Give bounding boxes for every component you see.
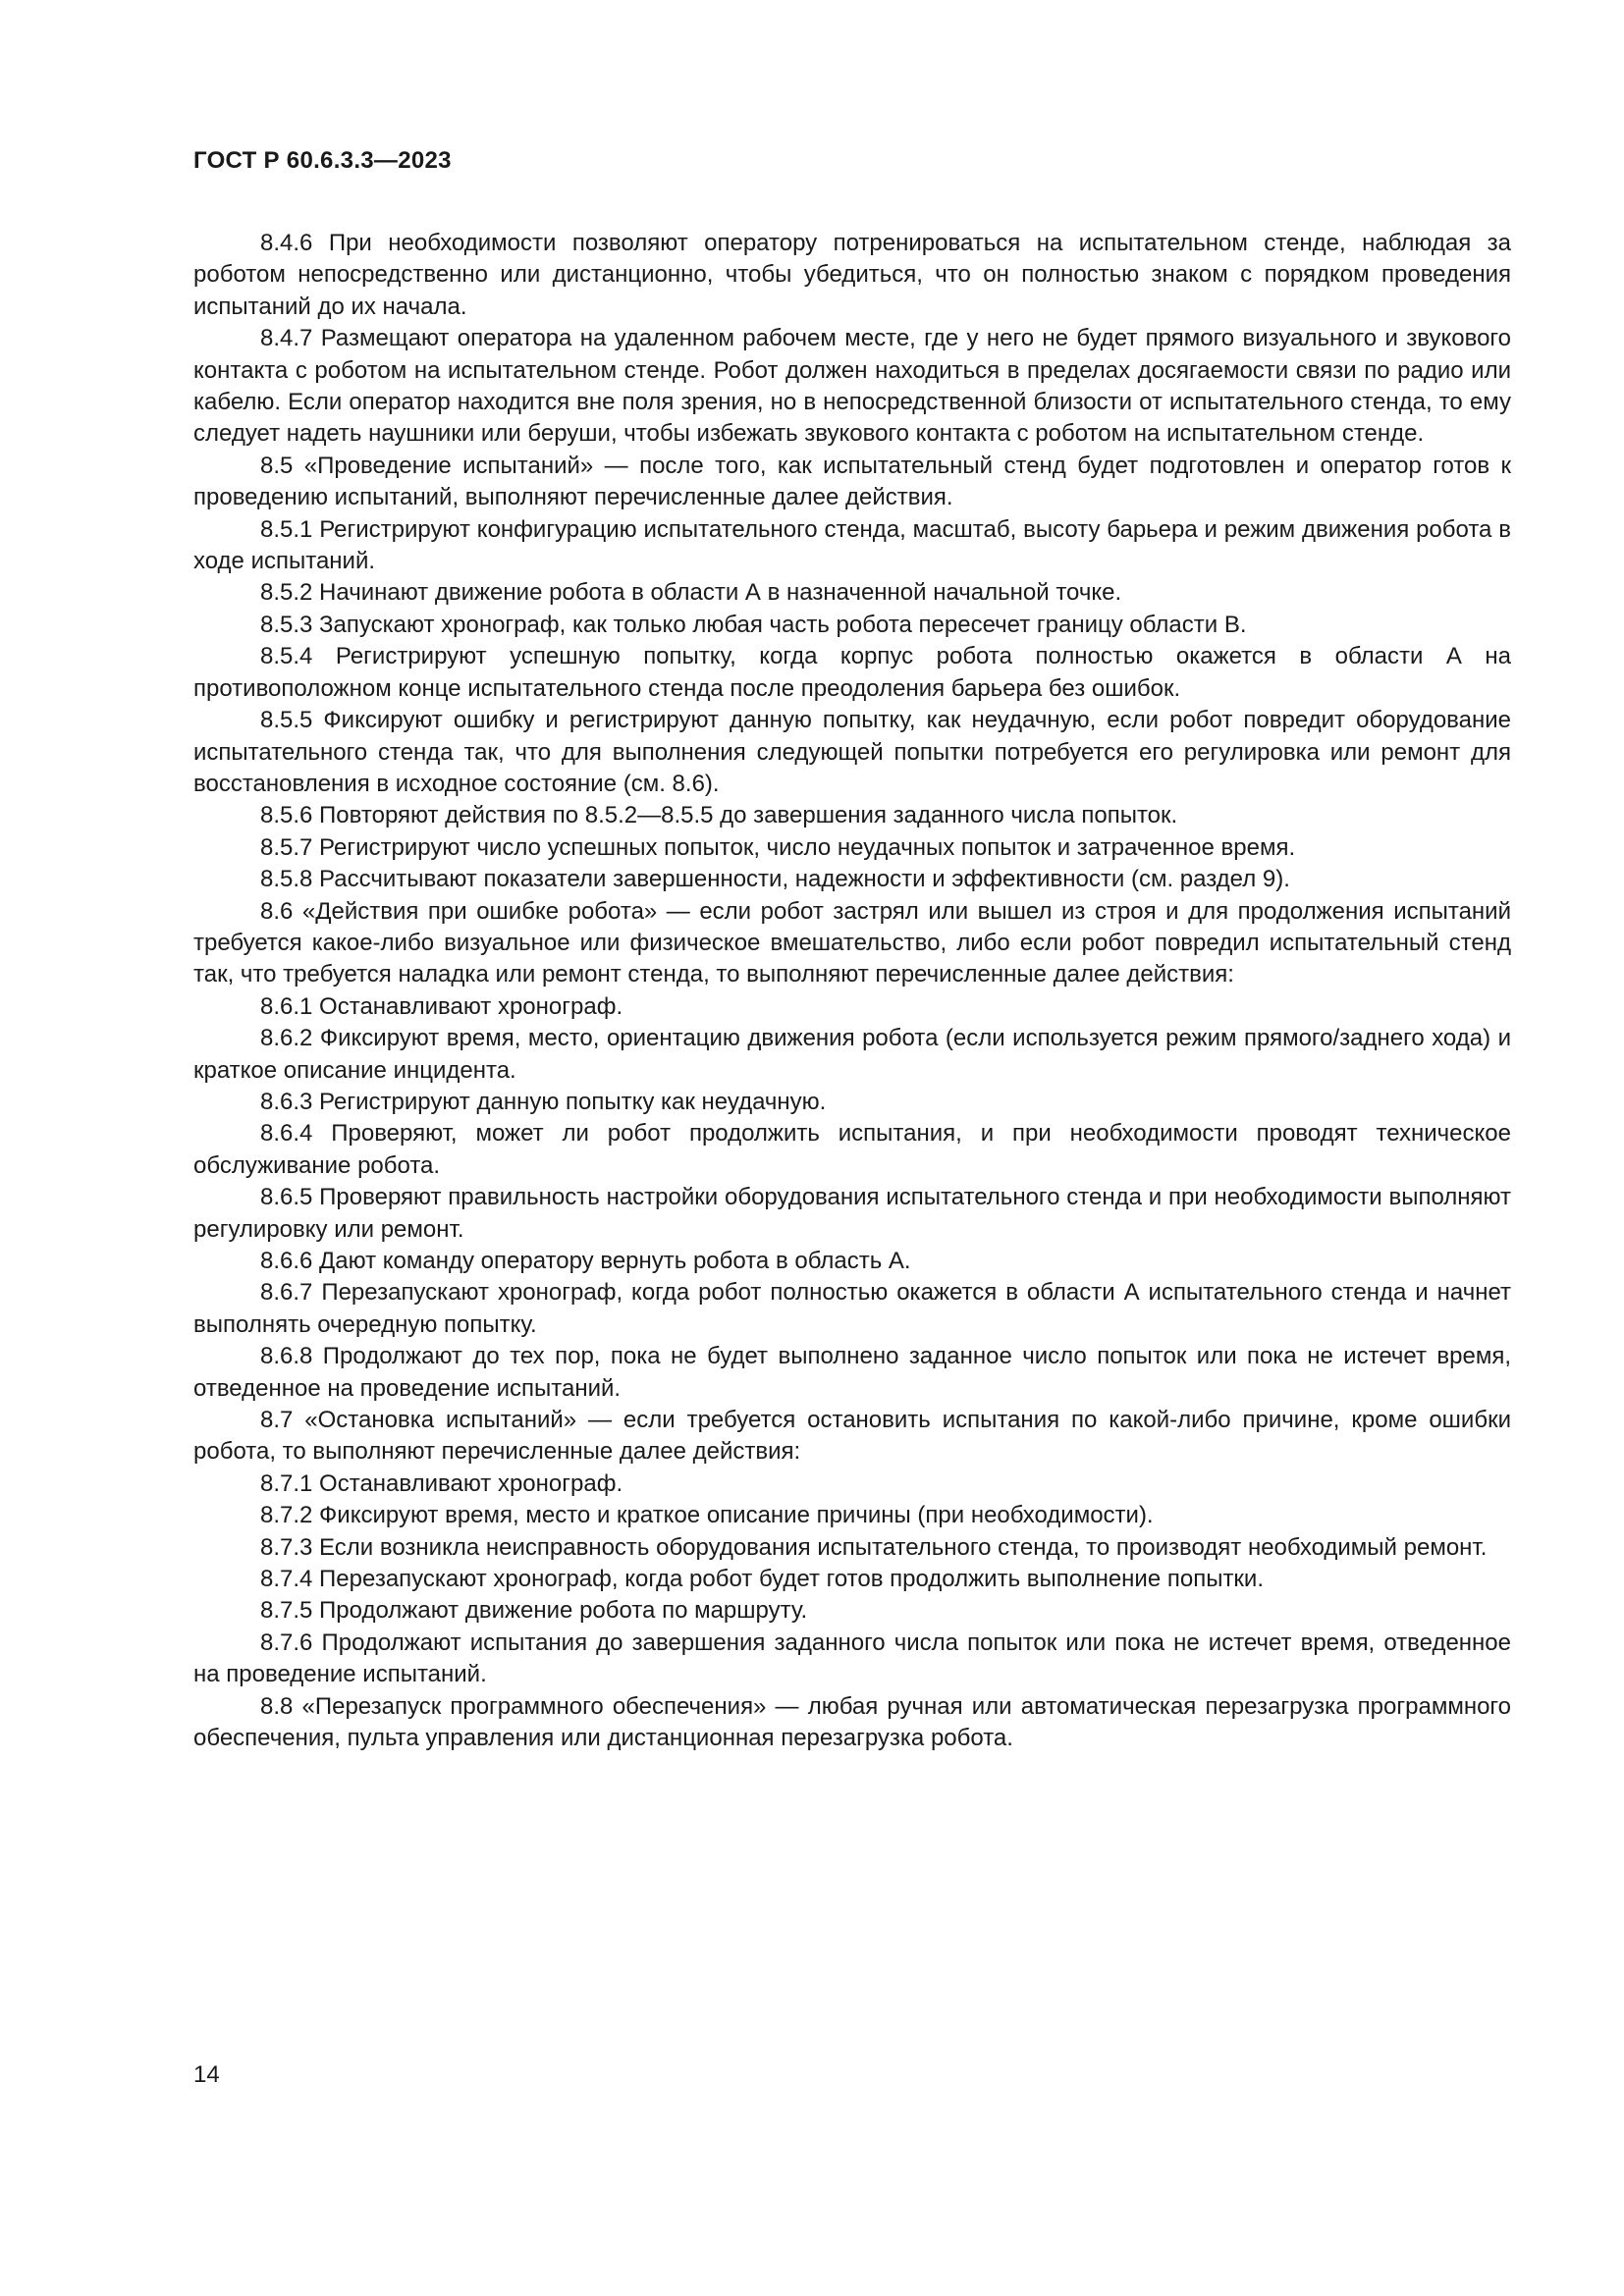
paragraph-8-7: 8.7 «Остановка испытаний» — если требуется остановить испытания по какой-либо причине, кроме ошибки робота, то выполняют перечисленные далее действия: bbox=[193, 1407, 1511, 1466]
document-code-header: ГОСТ Р 60.6.3.3—2023 bbox=[193, 147, 452, 174]
document-body bbox=[193, 228, 1511, 1755]
paragraph-8-6-1: 8.6.1 Останавливают хронограф. bbox=[260, 992, 623, 1020]
paragraph-8-5-5: 8.5.5 Фиксируют ошибку и регистрируют данную попытку, как неудачную, если робот повредит оборудование испытательного стенда так, что для выполнения следующей попытки потребуется его регулировка или ремонт для восстановления в исходное состояние (см. 8.6). bbox=[193, 707, 1511, 797]
paragraph-8-5-3: 8.5.3 Запускают хронограф, как только любая часть робота пересечет границу области В. bbox=[260, 611, 1247, 638]
paragraph-8-7-6: 8.7.6 Продолжают испытания до завершения заданного числа попыток или пока не истечет время, отведенное на проведение испытаний. bbox=[193, 1629, 1511, 1688]
paragraph-8-6-3: 8.6.3 Регистрируют данную попытку как неудачную. bbox=[260, 1088, 827, 1115]
paragraph-8-8: 8.8 «Перезапуск программного обеспечения» — любая ручная или автоматическая перезагрузка программного обеспечения, пульта управления или дистанционная перезагрузка робота. bbox=[193, 1692, 1511, 1752]
page-number: 14 bbox=[193, 2061, 220, 2088]
paragraph-8-5-2: 8.5.2 Начинают движение робота в области А в назначенной начальной точке. bbox=[260, 579, 1122, 607]
paragraph-8-6-7: 8.6.7 Перезапускают хронограф, когда робот полностью окажется в области А испытательного стенда и начнет выполнять очередную попытку. bbox=[193, 1279, 1511, 1338]
paragraph-8-7-2: 8.7.2 Фиксируют время, место и краткое описание причины (при необходимости). bbox=[260, 1502, 1154, 1529]
paragraph-8-5: 8.5 «Проведение испытаний» — после того, как испытательный стенд будет подготовлен и оператор готов к проведению испытаний, выполняют перечисленные далее действия. bbox=[193, 452, 1511, 511]
paragraph-8-5-4: 8.5.4 Регистрируют успешную попытку, когда корпус робота полностью окажется в области А на противоположном конце испытательного стенда после преодоления барьера без ошибок. bbox=[193, 643, 1511, 702]
paragraph-8-5-8: 8.5.8 Рассчитывают показатели завершенности, надежности и эффективности (см. раздел 9). bbox=[260, 866, 1290, 893]
paragraph-8-5-1: 8.5.1 Регистрируют конфигурацию испытательного стенда, масштаб, высоту барьера и режим движения робота в ходе испытаний. bbox=[193, 515, 1511, 575]
paragraph-8-5-7: 8.5.7 Регистрируют число успешных попыток, число неудачных попыток и затраченное время. bbox=[260, 833, 1296, 861]
paragraph-8-6-4: 8.6.4 Проверяют, может ли робот продолжить испытания, и при необходимости проводят техническое обслуживание робота. bbox=[193, 1120, 1511, 1179]
paragraph-8-6: 8.6 «Действия при ошибке робота» — если робот застрял или вышел из строя и для продолжения испытаний требуется какое-либо визуальное или физическое вмешательство, либо если робот повредил испытательный стенд так, что требуется наладка или ремонт стенда, то выполняют перечисленные далее действия: bbox=[193, 897, 1511, 988]
paragraph-8-6-6: 8.6.6 Дают команду оператору вернуть робота в область А. bbox=[260, 1248, 911, 1274]
paragraph-8-4-7: 8.4.7 Размещают оператора на удаленном рабочем месте, где у него не будет прямого визуального и звукового контакта с роботом на испытательном стенде. Робот должен находиться в пределах досягаемости связи по радио или кабелю. Если оператор находится вне поля зрения, но в непосредственной близости от испытательного стенда, то ему следует надеть наушники или беруши, чтобы избежать звукового контакта с роботом на испытательном стенде. bbox=[193, 325, 1511, 448]
paragraph-8-4-6: 8.4.6 При необходимости позволяют оператору потренироваться на испытательном стенде, наблюдая за роботом непосредственно или дистанционно, чтобы убедиться, что он полностью знаком с порядком проведения испытаний до их начала. bbox=[193, 230, 1511, 320]
paragraph-8-7-1: 8.7.1 Останавливают хронограф. bbox=[260, 1469, 623, 1497]
paragraph-8-7-4: 8.7.4 Перезапускают хронограф, когда робот будет готов продолжить выполнение попытки. bbox=[260, 1566, 1265, 1593]
paragraph-8-5-6: 8.5.6 Повторяют действия по 8.5.2—8.5.5 до завершения заданного числа попыток. bbox=[260, 802, 1178, 829]
paragraph-8-7-3: 8.7.3 Если возникла неисправность оборудования испытательного стенда, то производят необходимый ремонт. bbox=[260, 1533, 1488, 1561]
paragraph-8-7-5: 8.7.5 Продолжают движение робота по маршруту. bbox=[260, 1597, 808, 1625]
paragraph-8-6-8: 8.6.8 Продолжают до тех пор, пока не будет выполнено заданное число попыток или пока не истечет время, отведенное на проведение испытаний. bbox=[193, 1343, 1511, 1402]
paragraph-8-6-2: 8.6.2 Фиксируют время, место, ориентацию движения робота (если используется режим прямого/заднего хода) и краткое описание инцидента. bbox=[193, 1025, 1511, 1084]
paragraph-8-6-5: 8.6.5 Проверяют правильность настройки оборудования испытательного стенда и при необходимости выполняют регулировку или ремонт. bbox=[193, 1184, 1511, 1243]
